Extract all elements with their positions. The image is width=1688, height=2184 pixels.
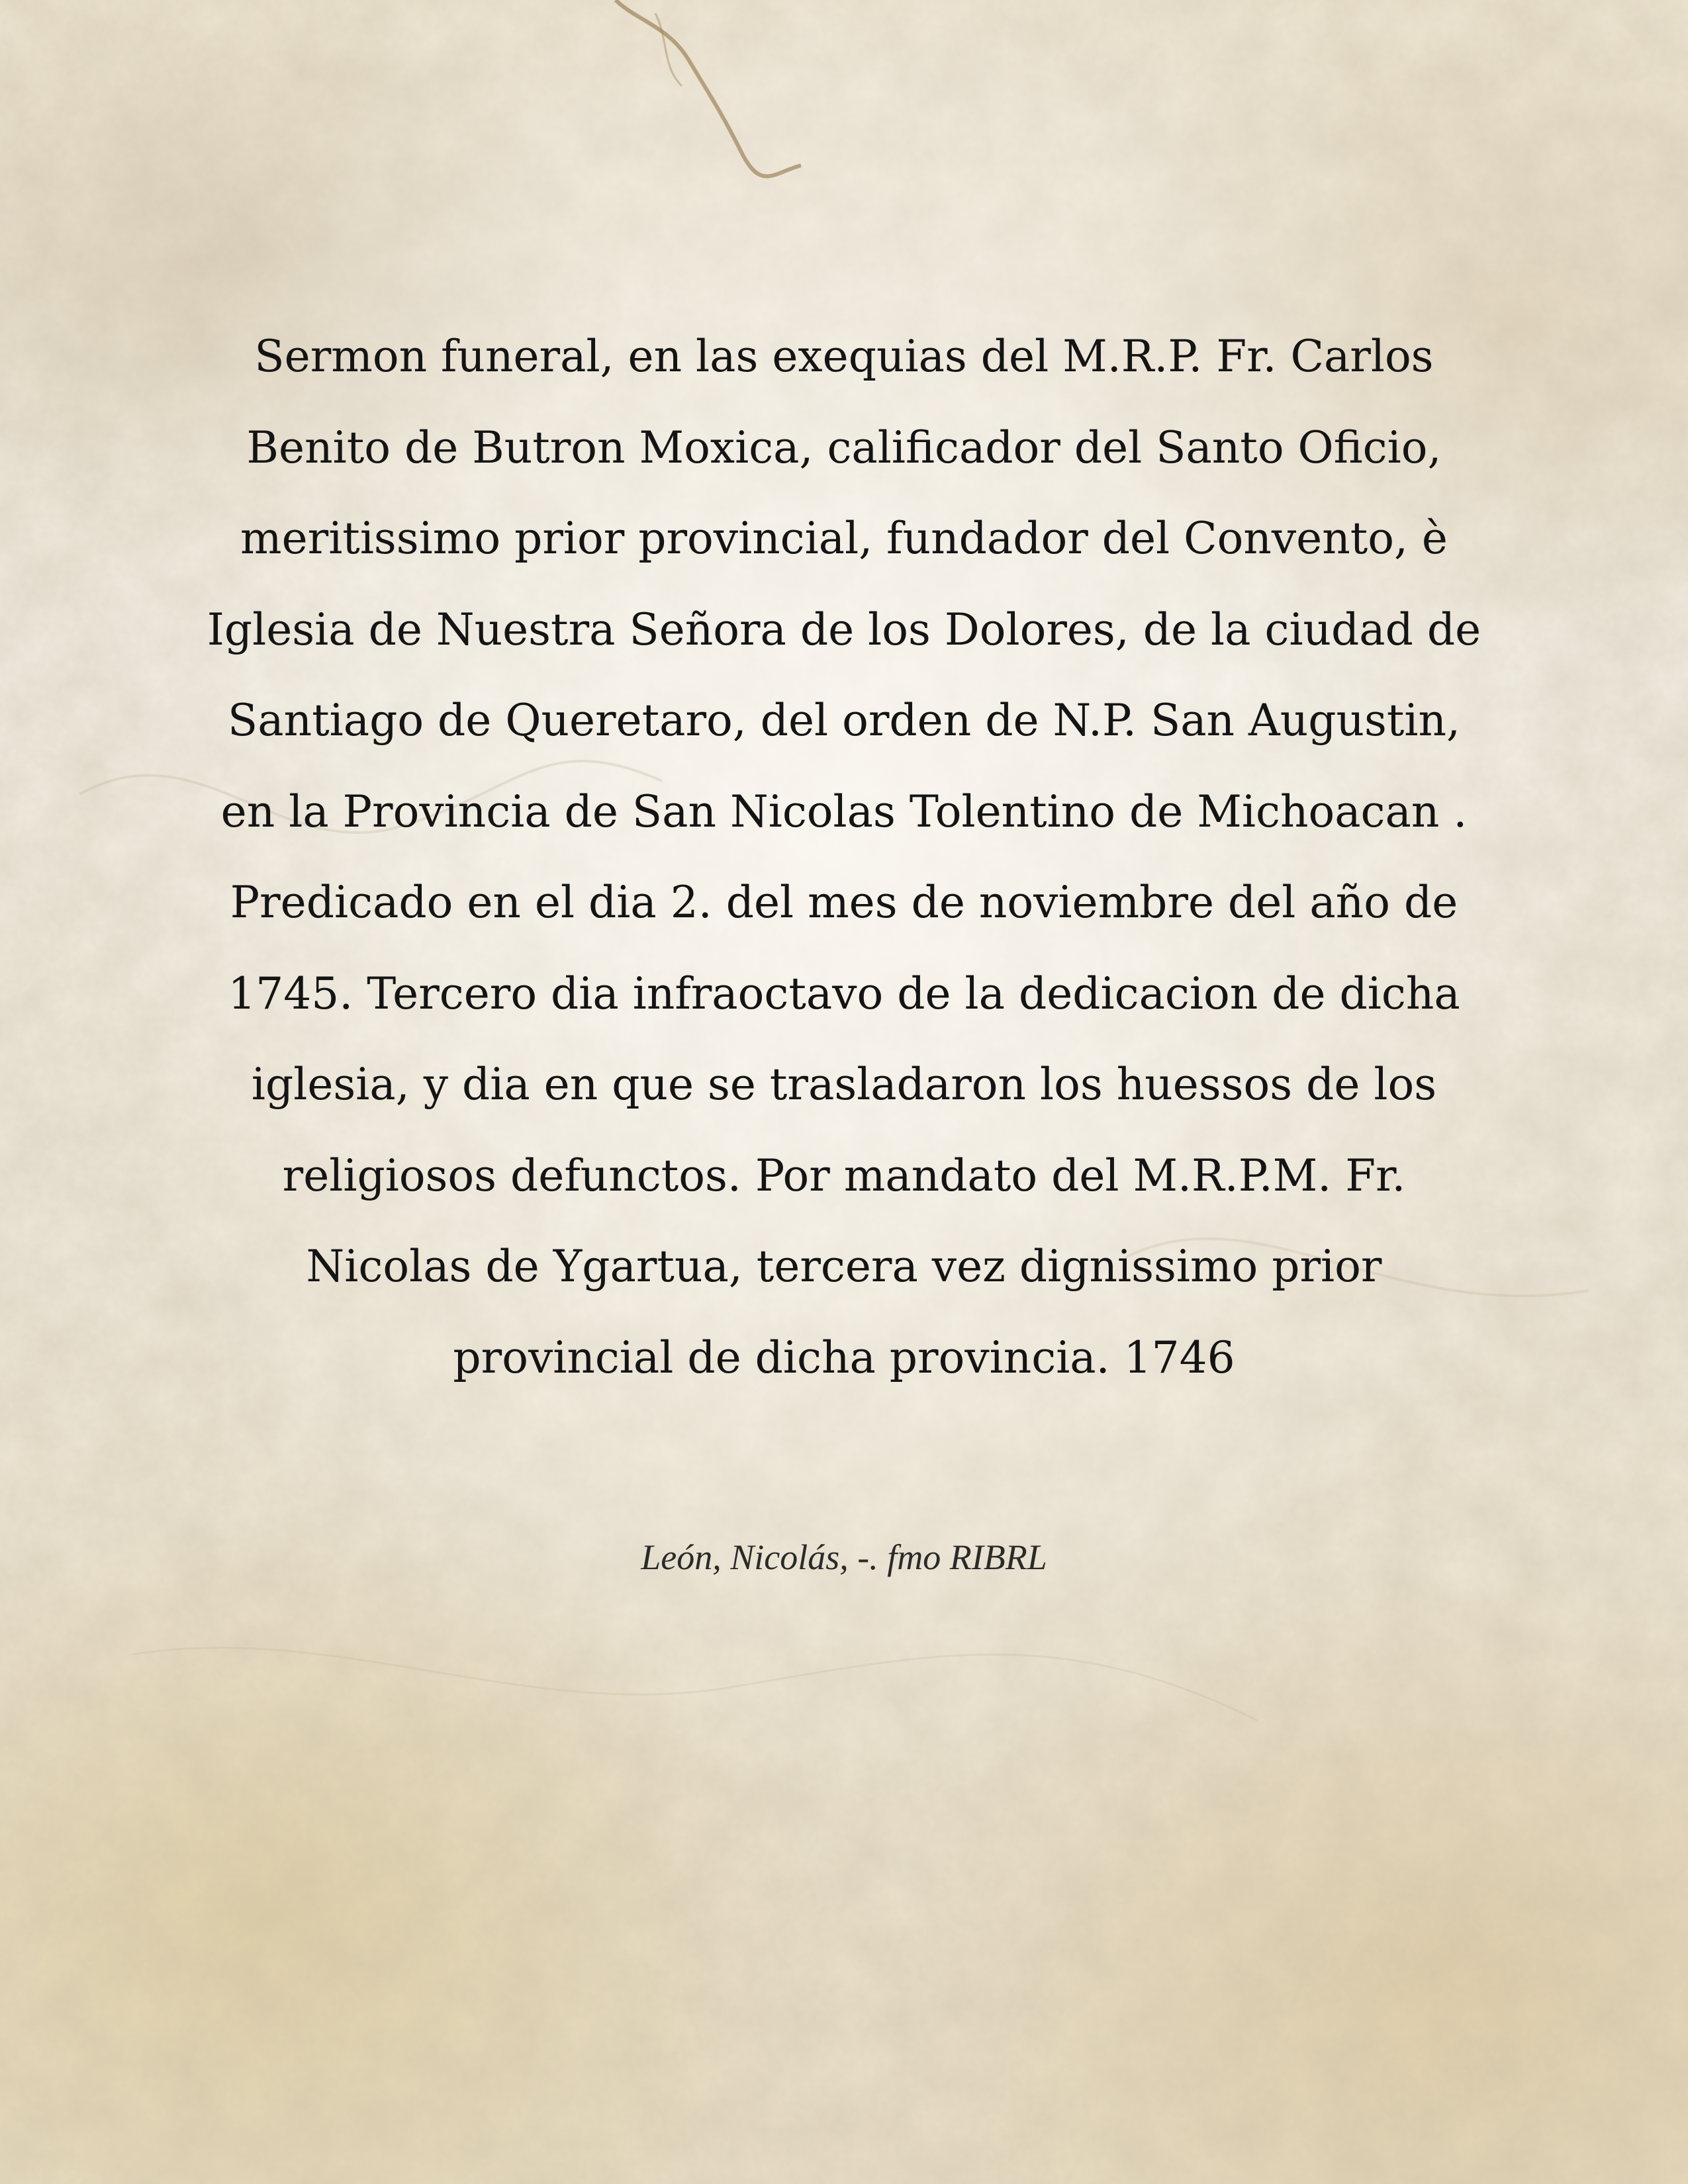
title-line: en la Provincia de San Nicolas Tolentino de Michoacan . bbox=[220, 786, 1468, 837]
title-line: Iglesia de Nuestra Señora de los Dolores, de la ciudad de bbox=[207, 604, 1481, 655]
title-line: Predicado en el dia 2. del mes de noviembre del año de bbox=[230, 877, 1458, 928]
title-line: Santiago de Queretaro, del orden de N.P. San Augustin, bbox=[228, 695, 1460, 746]
title-line: Benito de Butron Moxica, calificador del Santo Oficio, bbox=[246, 422, 1442, 473]
book-title-block bbox=[199, 311, 1489, 1403]
title-line: iglesia, y dia en que se trasladaron los huessos de los bbox=[251, 1059, 1437, 1110]
title-line: religiosos defunctos. Por mandato del M.R.P.M. Fr. bbox=[282, 1150, 1406, 1201]
title-line: Sermon funeral, en las exequias del M.R.P. Fr. Carlos bbox=[254, 331, 1434, 382]
title-line: meritissimo prior provincial, fundador del Convento, è bbox=[240, 513, 1448, 564]
author-line: León, Nicolás, -. fmo RIBRL bbox=[641, 1537, 1047, 1577]
title-line: Nicolas de Ygartua, tercera vez dignissimo prior bbox=[306, 1241, 1382, 1292]
title-line: provincial de dicha provincia. 1746 bbox=[453, 1332, 1235, 1383]
title-line: 1745. Tercero dia infraoctavo de la dedicacion de dicha bbox=[228, 968, 1460, 1019]
